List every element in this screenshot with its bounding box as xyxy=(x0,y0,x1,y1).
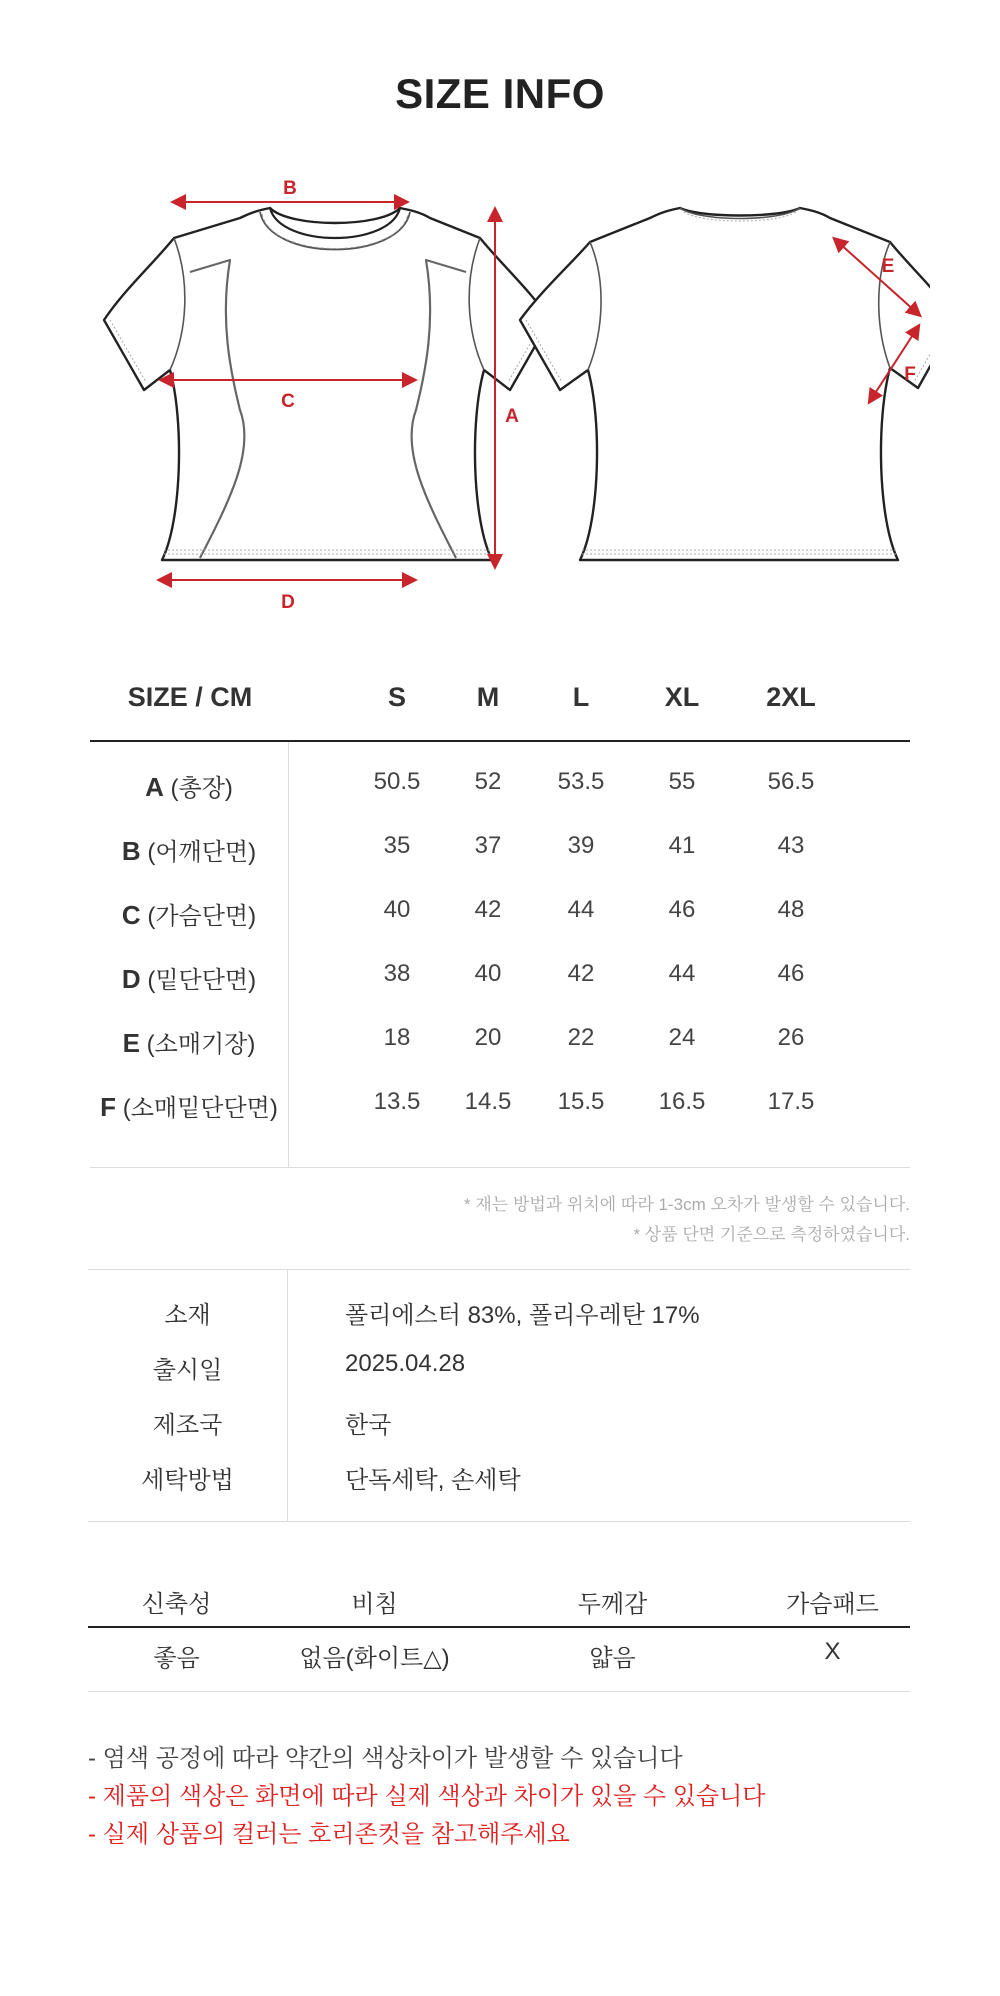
property-value-thickness: 얇음 xyxy=(589,1645,636,1672)
table-row xyxy=(90,820,910,884)
notice-text: - 염색 공정에 따라 약간의 색상차이가 발생할 수 있습니다 xyxy=(88,1745,683,1772)
table-cell: 35 xyxy=(383,832,411,859)
table-cell: 18 xyxy=(383,1024,411,1051)
size-col-2xl: 2XL xyxy=(766,682,816,712)
spec-label: 소재 xyxy=(164,1302,211,1329)
table-row xyxy=(90,884,910,948)
table-cell: 42 xyxy=(474,896,502,923)
spec-row-washing xyxy=(88,1452,910,1507)
table-cell: 24 xyxy=(668,1024,696,1051)
table-cell: 42 xyxy=(567,960,595,987)
tshirt-front xyxy=(104,208,550,560)
row-label: F (소매밑단단면) xyxy=(100,1092,278,1122)
table-cell: 41 xyxy=(668,832,696,859)
spec-value: 폴리에스터 83%, 폴리우레탄 17% xyxy=(345,1302,700,1329)
table-cell: 40 xyxy=(474,960,502,987)
spec-value: 2025.04.28 xyxy=(345,1350,466,1377)
measure-note: * 재는 방법과 위치에 따라 1-3cm 오차가 발생할 수 있습니다. xyxy=(464,1195,910,1214)
table-cell: 53.5 xyxy=(557,768,605,795)
table-cell: 46 xyxy=(668,896,696,923)
table-cell: 14.5 xyxy=(464,1088,512,1115)
notice-text: - 실제 상품의 컬러는 호리존컷을 참고해주세요 xyxy=(88,1821,570,1848)
size-header-label: SIZE / CM xyxy=(127,682,253,712)
table-cell: 56.5 xyxy=(767,768,815,795)
property-value-padding: X xyxy=(824,1638,841,1665)
table-cell: 37 xyxy=(474,832,502,859)
table-cell: 44 xyxy=(668,960,696,987)
size-table-body xyxy=(90,756,910,1140)
table-cell: 13.5 xyxy=(373,1088,421,1115)
table-row xyxy=(90,948,910,1012)
measure-d-label: D xyxy=(281,592,295,613)
table-cell: 43 xyxy=(777,832,805,859)
table-cell: 50.5 xyxy=(373,768,421,795)
table-cell: 39 xyxy=(567,832,595,859)
spec-label: 출시일 xyxy=(152,1357,223,1384)
table-cell: 20 xyxy=(474,1024,502,1051)
spec-row-origin xyxy=(88,1397,910,1452)
garment-diagram xyxy=(80,170,930,630)
row-label: C (가슴단면) xyxy=(121,900,257,930)
property-value-sheerness: 없음(화이트△) xyxy=(299,1645,450,1672)
size-col-s: S xyxy=(387,682,406,712)
table-cell: 15.5 xyxy=(557,1088,605,1115)
spec-bottom-rule xyxy=(88,1521,910,1522)
table-row xyxy=(90,1076,910,1140)
table-cell: 55 xyxy=(668,768,696,795)
property-header-sheerness: 비침 xyxy=(351,1591,398,1618)
property-header-stretch: 신축성 xyxy=(141,1591,212,1618)
property-table-values xyxy=(88,1628,910,1692)
spec-value: 단독세탁, 손세탁 xyxy=(345,1467,521,1494)
table-cell: 44 xyxy=(567,896,595,923)
table-cell: 52 xyxy=(474,768,502,795)
property-table-header xyxy=(88,1574,910,1628)
table-cell: 46 xyxy=(777,960,805,987)
measure-f-label: F xyxy=(904,364,916,385)
table-cell: 17.5 xyxy=(767,1088,815,1115)
property-header-thickness: 두께감 xyxy=(577,1591,648,1618)
measure-b-label: B xyxy=(283,178,297,199)
property-value-stretch: 좋음 xyxy=(153,1645,200,1672)
size-table-header xyxy=(90,682,910,742)
measure-e-label: E xyxy=(881,256,895,277)
table-cell: 26 xyxy=(777,1024,805,1051)
row-label: E (소매기장) xyxy=(122,1028,256,1058)
spec-label: 제조국 xyxy=(152,1412,223,1439)
spec-row-release-date xyxy=(88,1342,910,1397)
size-col-xl: XL xyxy=(664,682,700,712)
table-row xyxy=(90,1012,910,1076)
size-col-m: M xyxy=(476,682,500,712)
tshirt-back xyxy=(520,208,930,560)
table-cell: 48 xyxy=(777,896,805,923)
spec-label: 세탁방법 xyxy=(141,1467,234,1494)
table-cell: 16.5 xyxy=(658,1088,706,1115)
property-header-padding: 가슴패드 xyxy=(786,1591,879,1618)
measure-a-label: A xyxy=(505,406,519,427)
table-cell: 40 xyxy=(383,896,411,923)
notice-text: - 제품의 색상은 화면에 따라 실제 색상과 차이가 있을 수 있습니다 xyxy=(88,1783,766,1810)
table-cell: 22 xyxy=(567,1024,595,1051)
table-row xyxy=(90,756,910,820)
measure-note: * 상품 단면 기준으로 측정하였습니다. xyxy=(633,1225,910,1244)
spec-value: 한국 xyxy=(345,1412,392,1439)
row-label: B (어깨단면) xyxy=(121,836,257,866)
size-col-l: L xyxy=(572,682,590,712)
spec-top-rule xyxy=(88,1269,910,1270)
measure-c-label: C xyxy=(281,391,295,412)
table-cell: 38 xyxy=(383,960,411,987)
size-table-bottom-rule xyxy=(90,1167,910,1168)
row-label: D (밑단단면) xyxy=(121,964,257,994)
page-title: SIZE INFO xyxy=(395,70,605,117)
spec-row-material xyxy=(88,1287,910,1342)
row-label: A (총장) xyxy=(145,772,233,802)
